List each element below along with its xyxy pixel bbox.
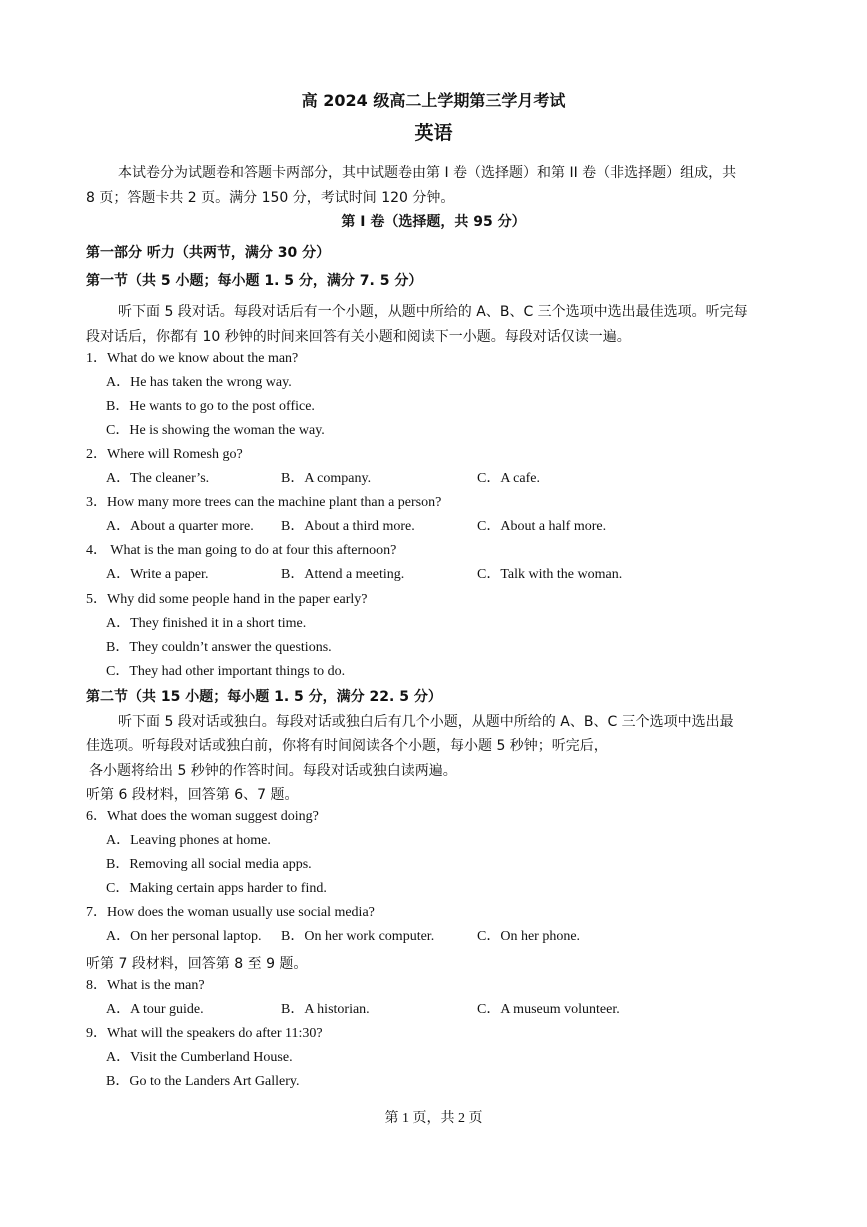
volume1-heading: 第 I 卷（选择题，共 95 分） bbox=[341, 214, 526, 230]
question-9-option-a: A．Visit the Cumberland House. bbox=[106, 1050, 293, 1065]
section1-instruction-2: 段对话后，你都有 10 秒钟的时间来回答有关小题和阅读下一小题。每段对话仅读一遍。 bbox=[86, 329, 631, 345]
question-2-option-c: C．A cafe. bbox=[477, 471, 540, 486]
question-6-stem: 6．What does the woman suggest doing? bbox=[86, 809, 319, 824]
question-7-option-a: A．On her personal laptop. bbox=[106, 929, 262, 944]
question-3-option-b: B．About a third more. bbox=[281, 519, 415, 534]
question-8-option-b: B．A historian. bbox=[281, 1002, 370, 1017]
question-3-option-a: A．About a quarter more. bbox=[106, 519, 254, 534]
intro-line-1: 本试卷分为试题卷和答题卡两部分，其中试题卷由第 I 卷（选择题）和第 II 卷（非选择题）组成，共 bbox=[118, 165, 737, 181]
question-1-option-a: A．He has taken the wrong way. bbox=[106, 375, 292, 390]
question-7-option-c: C．On her phone. bbox=[477, 929, 581, 944]
question-8-option-a: A．A tour guide. bbox=[106, 1002, 204, 1017]
part1-heading: 第一部分 听力（共两节，满分 30 分） bbox=[86, 245, 331, 261]
question-3-stem: 3．How many more trees can the machine plant than a person? bbox=[86, 495, 442, 510]
question-5-option-c: C．They had other important things to do. bbox=[106, 664, 346, 679]
section2-heading: 第二节（共 15 小题；每小题 1. 5 分，满分 22. 5 分） bbox=[86, 689, 442, 705]
subject-title: 英语 bbox=[414, 122, 453, 144]
question-3-option-c: C．About a half more. bbox=[477, 519, 607, 534]
question-7-option-b: B．On her work computer. bbox=[281, 929, 435, 944]
question-5-option-b: B．They couldn’t answer the questions. bbox=[106, 640, 332, 655]
section1-heading: 第一节（共 5 小题；每小题 1. 5 分，满分 7. 5 分） bbox=[86, 273, 423, 289]
question-4-option-c: C．Talk with the woman. bbox=[477, 567, 623, 582]
question-1-stem: 1．What do we know about the man? bbox=[86, 351, 299, 366]
section1-instruction-1: 听下面 5 段对话。每段对话后有一个小题，从题中所给的 A、B、C 三个选项中选出最佳选项。听完每 bbox=[118, 304, 748, 320]
question-6-option-b: B．Removing all social media apps. bbox=[106, 857, 312, 872]
question-2-option-a: A．The cleaner’s. bbox=[106, 471, 210, 486]
question-1-option-b: B．He wants to go to the post office. bbox=[106, 399, 315, 414]
question-4-stem: 4． What is the man going to do at four this afternoon? bbox=[86, 543, 397, 558]
question-2-stem: 2．Where will Romesh go? bbox=[86, 447, 243, 462]
question-5-stem: 5．Why did some people hand in the paper early? bbox=[86, 592, 368, 607]
section2-instruction-1: 听下面 5 段对话或独白。每段对话或独白后有几个小题，从题中所给的 A、B、C 三个选项中选出最 bbox=[118, 714, 734, 730]
section2-instruction-2: 佳选项。听每段对话或独白前，你将有时间阅读各个小题，每小题 5 秒钟；听完后， bbox=[86, 738, 608, 754]
material-7-note: 听第 7 段材料，回答第 8 至 9 题。 bbox=[86, 956, 308, 972]
question-4-option-b: B．Attend a meeting. bbox=[281, 567, 405, 582]
material-6-note: 听第 6 段材料，回答第 6、7 题。 bbox=[86, 787, 299, 803]
question-4-option-a: A．Write a paper. bbox=[106, 567, 209, 582]
question-7-stem: 7．How does the woman usually use social media? bbox=[86, 905, 375, 920]
question-2-option-b: B．A company. bbox=[281, 471, 372, 486]
question-6-option-c: C．Making certain apps harder to find. bbox=[106, 881, 327, 896]
question-9-stem: 9．What will the speakers do after 11:30? bbox=[86, 1026, 323, 1041]
question-6-option-a: A．Leaving phones at home. bbox=[106, 833, 271, 848]
question-1-option-c: C．He is showing the woman the way. bbox=[106, 423, 325, 438]
question-5-option-a: A．They finished it in a short time. bbox=[106, 616, 307, 631]
question-8-stem: 8．What is the man? bbox=[86, 978, 205, 993]
question-9-option-b: B．Go to the Landers Art Gallery. bbox=[106, 1074, 300, 1089]
question-8-option-c: C．A museum volunteer. bbox=[477, 1002, 620, 1017]
page-number: 第 1 页，共 2 页 bbox=[384, 1111, 483, 1126]
intro-line-2: 8 页；答题卡共 2 页。满分 150 分，考试时间 120 分钟。 bbox=[86, 190, 455, 206]
exam-title: 高 2024 级高二上学期第三学月考试 bbox=[301, 91, 566, 110]
section2-instruction-3: 各小题将给出 5 秒钟的作答时间。每段对话或独白读两遍。 bbox=[89, 763, 457, 779]
